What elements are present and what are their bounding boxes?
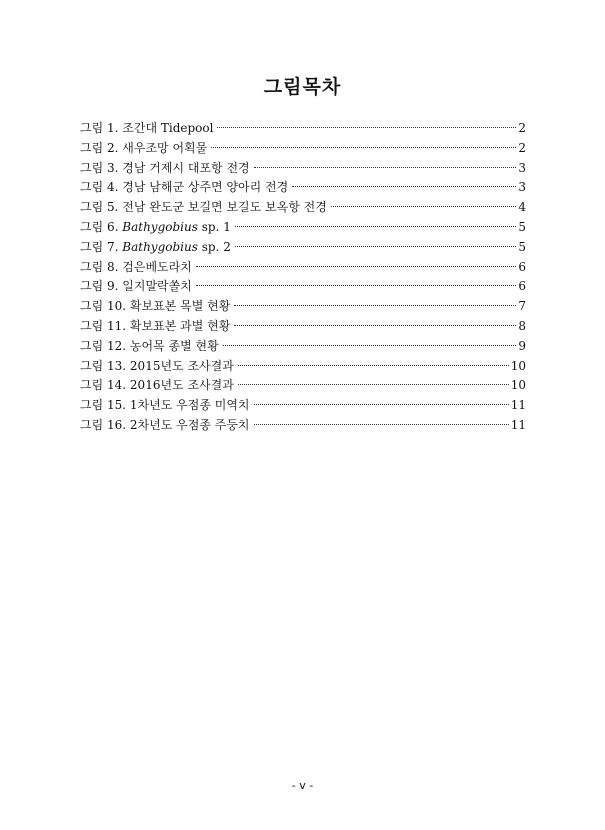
dot-leader [238, 365, 509, 366]
dot-leader [234, 325, 516, 326]
toc-entry-label: 그림 5. 전남 완도군 보길면 보길도 보옥항 전경 [80, 200, 327, 215]
toc-entry-title: 전남 완도군 보길면 보길도 보옥항 전경 [122, 200, 327, 215]
toc-entry-title: 일지말락쏠치 [122, 279, 192, 294]
toc-entry-page: 3 [518, 180, 526, 195]
page-title: 그림목차 [263, 76, 342, 98]
toc-entry[interactable] [80, 297, 526, 317]
toc-entry-title: 조간대 Tidepool [122, 121, 214, 135]
dot-leader [196, 285, 516, 286]
page-number: - v - [291, 779, 314, 792]
figure-table-of-contents [80, 119, 526, 436]
toc-entry-label: 그림 6. Bathygobius sp. 1 [80, 219, 231, 234]
toc-entry-page: 5 [518, 239, 526, 254]
toc-entry-title: 경남 남해군 상주면 양아리 전경 [122, 180, 289, 195]
toc-entry[interactable] [80, 376, 526, 396]
toc-entry-label: 그림 13. 2015년도 조사결과 [80, 358, 234, 373]
toc-entry-title: Bathygobius sp. 1 [122, 219, 231, 234]
toc-entry-label: 그림 15. 1차년도 우점종 미역치 [80, 398, 250, 413]
toc-entry-label: 그림 7. Bathygobius sp. 2 [80, 239, 231, 254]
toc-entry-label: 그림 9. 일지말락쏠치 [80, 279, 192, 294]
dot-leader [235, 226, 516, 227]
toc-entry-page: 10 [510, 358, 526, 373]
toc-entry-label: 그림 1. 조간대 Tidepool [80, 121, 214, 135]
toc-entry[interactable] [80, 317, 526, 337]
toc-entry-title: 확보표본 목별 현황 [129, 299, 231, 314]
dot-leader [238, 384, 509, 385]
toc-entry-page: 2 [518, 121, 526, 135]
toc-entry-page: 8 [518, 318, 526, 333]
dot-leader [217, 127, 516, 128]
species-genus: Bathygobius [122, 239, 198, 254]
toc-entry[interactable] [80, 119, 526, 139]
toc-entry-label: 그림 12. 농어목 종별 현황 [80, 338, 219, 353]
toc-entry-page: 11 [510, 398, 526, 413]
toc-entry-page: 5 [518, 219, 526, 234]
toc-entry-page: 11 [510, 417, 526, 432]
toc-entry-title: 2차년도 우점종 주둥치 [129, 417, 250, 432]
dot-leader [223, 345, 516, 346]
toc-entry-label: 그림 4. 경남 남해군 상주면 양아리 전경 [80, 180, 289, 195]
dot-leader [235, 246, 516, 247]
toc-entry-title: 확보표본 과별 현황 [129, 318, 231, 333]
toc-entry[interactable] [80, 159, 526, 179]
toc-entry[interactable] [80, 258, 526, 278]
toc-entry-page: 9 [518, 338, 526, 353]
toc-entry-title: 검은베도라치 [122, 259, 192, 274]
toc-entry-page: 10 [510, 378, 526, 393]
dot-leader [254, 167, 516, 168]
toc-entry-page: 2 [518, 140, 526, 155]
toc-entry-title: 경남 거제시 대포항 전경 [122, 160, 250, 175]
toc-entry-label: 그림 8. 검은베도라치 [80, 259, 192, 274]
toc-entry-title: 1차년도 우점종 미역치 [129, 398, 250, 413]
toc-entry[interactable] [80, 277, 526, 297]
dot-leader [331, 206, 516, 207]
dot-leader [254, 424, 509, 425]
species-genus: Bathygobius [122, 219, 198, 234]
toc-entry-label: 그림 16. 2차년도 우점종 주둥치 [80, 417, 250, 432]
dot-leader [196, 266, 516, 267]
toc-entry-title: Bathygobius sp. 2 [122, 239, 231, 254]
toc-entry[interactable] [80, 337, 526, 357]
toc-entry-page: 6 [518, 279, 526, 294]
toc-entry-page: 4 [518, 200, 526, 215]
toc-entry[interactable] [80, 416, 526, 436]
toc-entry-title: 2015년도 조사결과 [129, 358, 234, 373]
toc-entry-title: 2016년도 조사결과 [129, 378, 234, 393]
dot-leader [211, 147, 516, 148]
toc-entry-title: 농어목 종별 현황 [129, 338, 219, 353]
toc-entry-title: 새우조망 어획물 [122, 140, 208, 155]
toc-entry[interactable] [80, 218, 526, 238]
dot-leader [234, 305, 516, 306]
toc-entry[interactable] [80, 238, 526, 258]
toc-entry-label: 그림 10. 확보표본 목별 현황 [80, 299, 231, 314]
toc-entry[interactable] [80, 357, 526, 377]
toc-entry-label: 그림 2. 새우조망 어획물 [80, 140, 208, 155]
dot-leader [254, 404, 509, 405]
toc-entry-page: 7 [518, 299, 526, 314]
dot-leader [292, 186, 516, 187]
toc-entry[interactable] [80, 396, 526, 416]
toc-entry-page: 6 [518, 259, 526, 274]
toc-entry[interactable] [80, 139, 526, 159]
toc-entry-label: 그림 14. 2016년도 조사결과 [80, 378, 234, 393]
toc-entry[interactable] [80, 178, 526, 198]
toc-entry-label: 그림 3. 경남 거제시 대포항 전경 [80, 160, 250, 175]
toc-entry[interactable] [80, 198, 526, 218]
toc-entry-page: 3 [518, 160, 526, 175]
toc-entry-label: 그림 11. 확보표본 과별 현황 [80, 318, 231, 333]
